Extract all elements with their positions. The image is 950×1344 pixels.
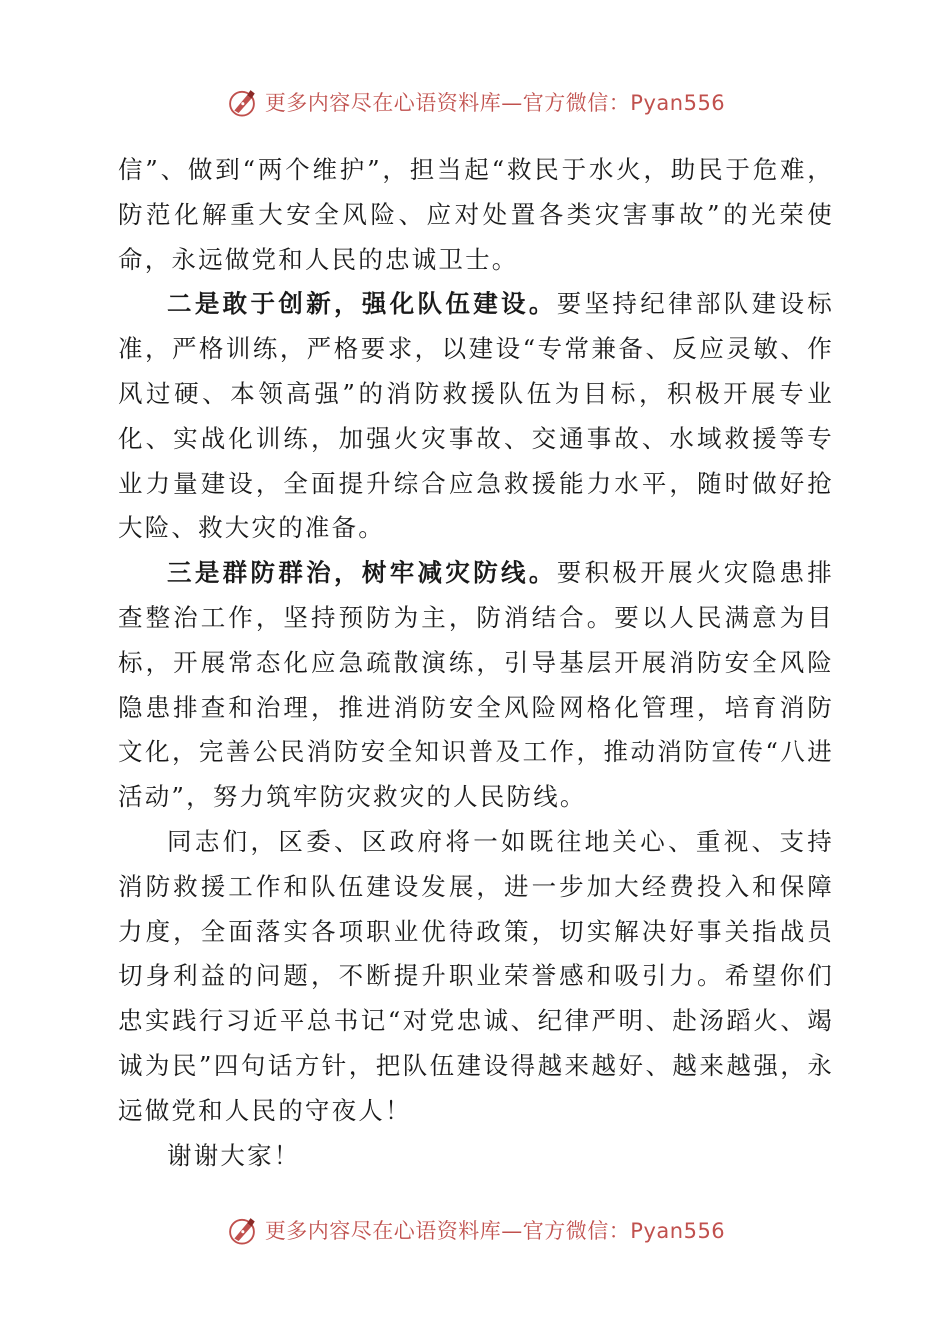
pen-nib-icon xyxy=(225,1213,259,1247)
pen-nib-icon xyxy=(225,85,259,119)
paragraph-point-three: 三是群防群治，树牢减灾防线。要积极开展火灾隐患排查整治工作，坚持预防为主，防消结合。要以人民满意为目标，开展常态化应急疏散演练，引导基层开展消防安全风险隐患排查和治理，推进消防安全风险网格化管理，培育消防文化，完善公民消防安全知识普及工作，推动消防宣传“八进活动”，努力筑牢防灾救灾的人民防线。 xyxy=(118,558,834,812)
paragraph-closing-remarks: 同志们，区委、区政府将一如既往地关心、重视、支持消防救援工作和队伍建设发展，进一步加大经费投入和保障力度，全面落实各项职业优待政策，切实解决好事关指战员切身利益的问题，不断提升职业荣誉感和吸引力。希望你们忠实践行习近平总书记“对党忠诚、纪律严明、赴汤蹈火、竭诚为民”四句话方针，把队伍建设得越来越好、越来越强，永远做党和人民的守夜人！ xyxy=(118,826,834,1125)
watermark-text: 更多内容尽在心语资料库—官方微信：Pyan556 xyxy=(264,1219,726,1243)
document-body xyxy=(118,148,834,1178)
paragraph-thanks: 谢谢大家！ xyxy=(167,1140,301,1170)
footer-watermark-banner xyxy=(0,1210,950,1250)
paragraph-point-two: 二是敢于创新，强化队伍建设。要坚持纪律部队建设标准，严格训练，严格要求，以建设“专常兼备、反应灵敏、作风过硬、本领高强”的消防救援队伍为目标，积极开展专业化、实战化训练，加强火灾事故、交通事故、水域救援等专业力量建设，全面提升综合应急救援能力水平，随时做好抢大险、救大灾的准备。 xyxy=(118,289,834,543)
watermark-text: 更多内容尽在心语资料库—官方微信：Pyan556 xyxy=(264,91,726,115)
point-two-heading: 二是敢于创新，强化队伍建设。 xyxy=(167,289,557,319)
header-watermark-banner xyxy=(0,82,950,122)
paragraph-continuation: 信”、做到“两个维护”，担当起“救民于水火，助民于危难，防范化解重大安全风险、应对处置各类灾害事故”的光荣使命，永远做党和人民的忠诚卫士。 xyxy=(118,155,834,274)
point-three-heading: 三是群防群治，树牢减灾防线。 xyxy=(167,558,557,588)
